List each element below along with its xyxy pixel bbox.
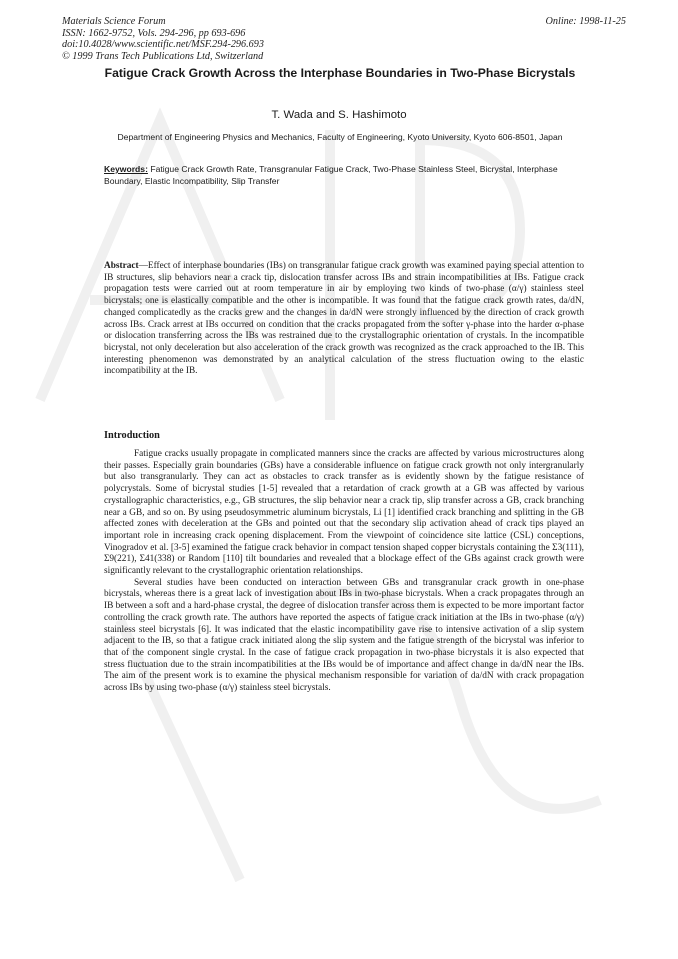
doi-line: doi:10.4028/www.scientific.net/MSF.294-296.693 xyxy=(62,39,264,51)
paper-title: Fatigue Crack Growth Across the Interphase Boundaries in Two-Phase Bicrystals xyxy=(104,66,576,80)
copyright-line: © 1999 Trans Tech Publications Ltd, Switzerland xyxy=(62,50,264,62)
keywords-label: Keywords: xyxy=(104,164,148,174)
introduction-heading: Introduction xyxy=(104,430,160,441)
paper-authors: T. Wada and S. Hashimoto xyxy=(271,109,407,121)
author-affiliation: Department of Engineering Physics and Mechanics, Faculty of Engineering, Kyoto University, Kyoto 606-8501, Japan xyxy=(117,132,563,142)
abstract-text: —Effect of interphase boundaries (IBs) on transgranular fatigue crack growth was examined paying special attention to IB structures, slip behaviors near a crack tip, dislocation transfer across IBs and strain incompatibilities at IBs. Fatigue crack propagation tests were carried out at room temperature in air by employing two kinds of two-phase (α/γ) stainless steel bicrystals; one is elastically compatible and the other is incompatible. It was found that the fatigue crack growth rates, da/dN, changed complicatedly as the cracks grew and the changes in da/dN were strongly influenced by the direction of crack growth across IBs. Crack arrest at IBs occurred on condition that the cracks propagated from the softer γ-phase into the harder α-phase or dislocation transferring across the IBs was restrained due to the crystallographic orientation of crystals. In the incompatible bicrystal, not only deceleration but also acceleration of the crack growth was recognized as the crack approached to the IB. This interesting phenomenon was demonstrated by an analytical calculation of the stress fluctuation owing to the elastic incompatibility at the IB. xyxy=(104,261,584,377)
journal-name: Materials Science Forum xyxy=(62,16,166,27)
introduction-paragraph: Fatigue cracks usually propagate in complicated manners since the cracks are affected by various microstructures along their passes. Especially grain boundaries (GBs) have a considerable influence on fatigue crack growth not only intergranularly but also transgranularly. They can act as obstacles to crack transfer as is evidently shown by the fatigue resistance of polycrystals. Some of bicrystal studies [1-5] revealed that a retardation of crack growth at a GB was affected by various crystallographic characteristics, e.g., GB structures, the slip behavior near a crack tip, slip transfer across a GB, crack branching near a GB, and so on. By using pseudosymmetric aluminum bicrystals, Li [1] identified crack branching and splitting in the GB affected zones with deceleration at the GBs and pointed out that the secondary slip activation ahead of crack tips played an important role in increasing crack opening displacement. From the viewpoint of coincidence site lattice (CSL) conceptions, Vinogradov et al. [3-5] examined the fatigue crack behavior in compact tension shaped copper bicrystals containing the Σ3(111), Σ9(221), Σ41(338) or Random [110] tilt boundaries and revealed that a blockage effect of the GBs against crack growth were significantly relevant to the crystallographic orientation relationships. xyxy=(104,449,584,577)
abstract-block xyxy=(104,261,584,378)
introduction-paragraph: Several studies have been conducted on interaction between GBs and transgranular crack growth in one-phase bicrystals, whereas there is a great lack of investigation about IBs in two-phase bicrystals. When a crack propagates through an IB between a soft and a hard-phase crystal, the degree of dislocation transfer across them is expected to be more important factor controlling the crack growth rate. The authors have reported the aspects of fatigue crack initiation at the IBs in two-phase (α/γ) stainless steel bicrystals [6]. It was indicated that the elastic incompatibility gave rise to intensive activation of a slip system adjacent to the IB, so that a fatigue crack initiated along the slip system and the fatigue strength of the bicrystal was inferior to that of the component single crystal. In the case of fatigue crack propagation in two-phase bicrystals it is also expected that stress fluctuation due to the strain incompatibilities at the IBs would be of importance and affect change in da/dN near the IBs. The aim of the present work is to examine the physical mechanism responsible for variation of da/dN with crack propagation across IBs by using two-phase (α/γ) stainless steel bicrystals. xyxy=(104,577,584,694)
introduction-body xyxy=(104,449,584,695)
keywords-text: Fatigue Crack Growth Rate, Transgranular Fatigue Crack, Two-Phase Stainless Steel, Bicrystal, Interphase Boundary, Elastic Incompatibility, Slip Transfer xyxy=(104,164,558,186)
keywords-block xyxy=(104,163,584,187)
publication-metadata xyxy=(62,16,264,62)
issn-line: ISSN: 1662-9752, Vols. 294-296, pp 693-696 xyxy=(62,27,246,39)
online-date: Online: 1998-11-25 xyxy=(545,16,626,27)
abstract-label: Abstract xyxy=(104,261,139,271)
